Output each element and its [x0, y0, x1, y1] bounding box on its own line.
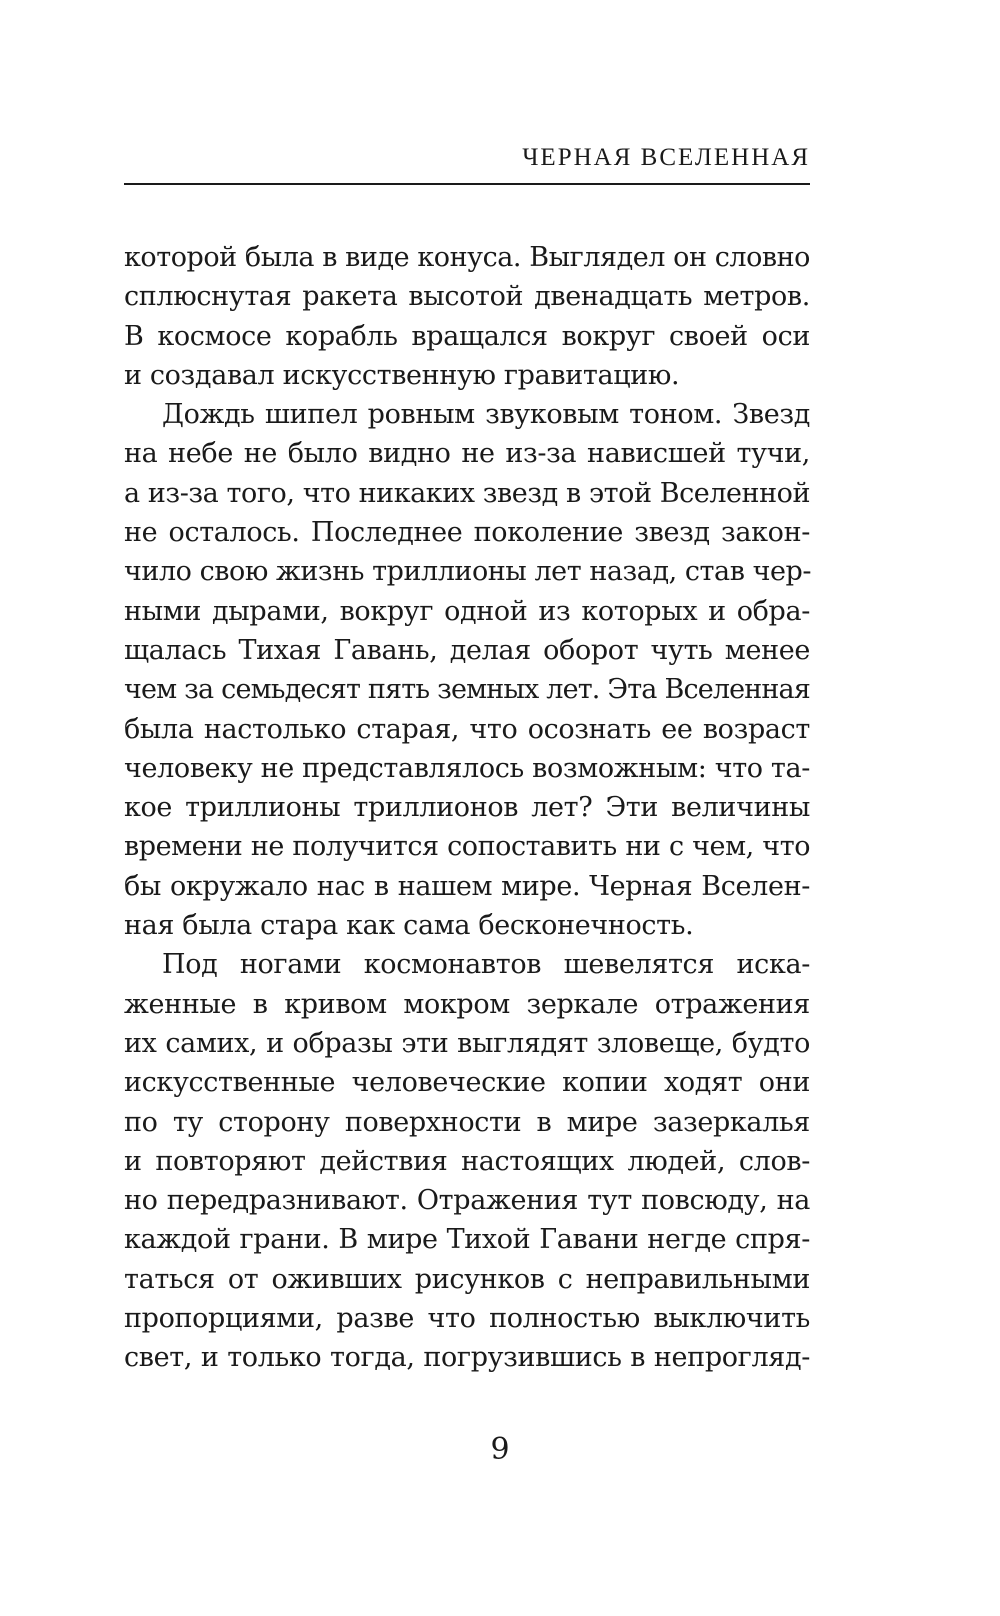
text-line: пропорциями, разве что полностью выключить	[124, 1303, 810, 1335]
text-line: В космосе корабль вращался вокруг своей оси	[124, 320, 810, 352]
header-rule	[124, 183, 810, 185]
text-line: времени не получится сопоставить ни с чем, что	[124, 831, 810, 863]
text-line: которой была в виде конуса. Выглядел он словно	[124, 242, 810, 273]
text-line: и создавал искусственную гравитацию.	[124, 359, 680, 391]
running-head: ЧЕРНАЯ ВСЕЛЕННАЯ	[522, 144, 810, 171]
text-line: по ту сторону поверхности в мире зазеркалья	[124, 1106, 810, 1138]
text-line: Под ногами космонавтов шевелятся иска-	[162, 949, 810, 981]
page-number: 9	[490, 1432, 510, 1467]
text-line: была настолько старая, что осознать ее возраст	[124, 713, 810, 745]
text-line: не осталось. Последнее поколение звезд закон-	[124, 517, 810, 549]
text-line: каждой грани. В мире Тихой Гавани негде спря-	[124, 1224, 810, 1256]
text-line: Дождь шипел ровным звуковым тоном. Звезд	[162, 399, 810, 431]
text-line: женные в кривом мокром зеркале отражения	[124, 988, 810, 1020]
text-line: и повторяют действия настоящих людей, слов-	[124, 1145, 810, 1177]
body-text	[124, 238, 810, 1378]
text-line: но передразнивают. Отражения тут повсюду, на	[124, 1185, 810, 1217]
text-line: чило свою жизнь триллионы лет назад, став чер-	[124, 556, 812, 588]
text-line: на небе не было видно не из-за нависшей тучи,	[124, 438, 810, 470]
text-line: их самих, и образы эти выглядят зловеще, будто	[124, 1027, 810, 1059]
text-line: кое триллионы триллионов лет? Эти величины	[124, 792, 810, 824]
text-line: ными дырами, вокруг одной из которых и обра-	[124, 595, 810, 627]
text-line: свет, и только тогда, погрузившись в непрогляд-	[124, 1342, 810, 1374]
text-line: ная была стара как сама бесконечность.	[124, 910, 694, 942]
text-line: щалась Тихая Гавань, делая оборот чуть менее	[124, 634, 810, 666]
text-line: человеку не представлялось возможным: что та-	[124, 752, 811, 784]
text-line: таться от оживших рисунков с неправильными	[124, 1263, 810, 1295]
text-line: бы окружало нас в нашем мире. Черная Вселен-	[124, 870, 810, 902]
text-line: чем за семьдесят пять земных лет. Эта Вселенная	[124, 674, 810, 706]
text-line: сплюснутая ракета высотой двенадцать метров.	[124, 281, 810, 313]
text-line: а из-за того, что никаких звезд в этой Вселенной	[124, 477, 810, 509]
text-line: искусственные человеческие копии ходят они	[124, 1067, 810, 1099]
